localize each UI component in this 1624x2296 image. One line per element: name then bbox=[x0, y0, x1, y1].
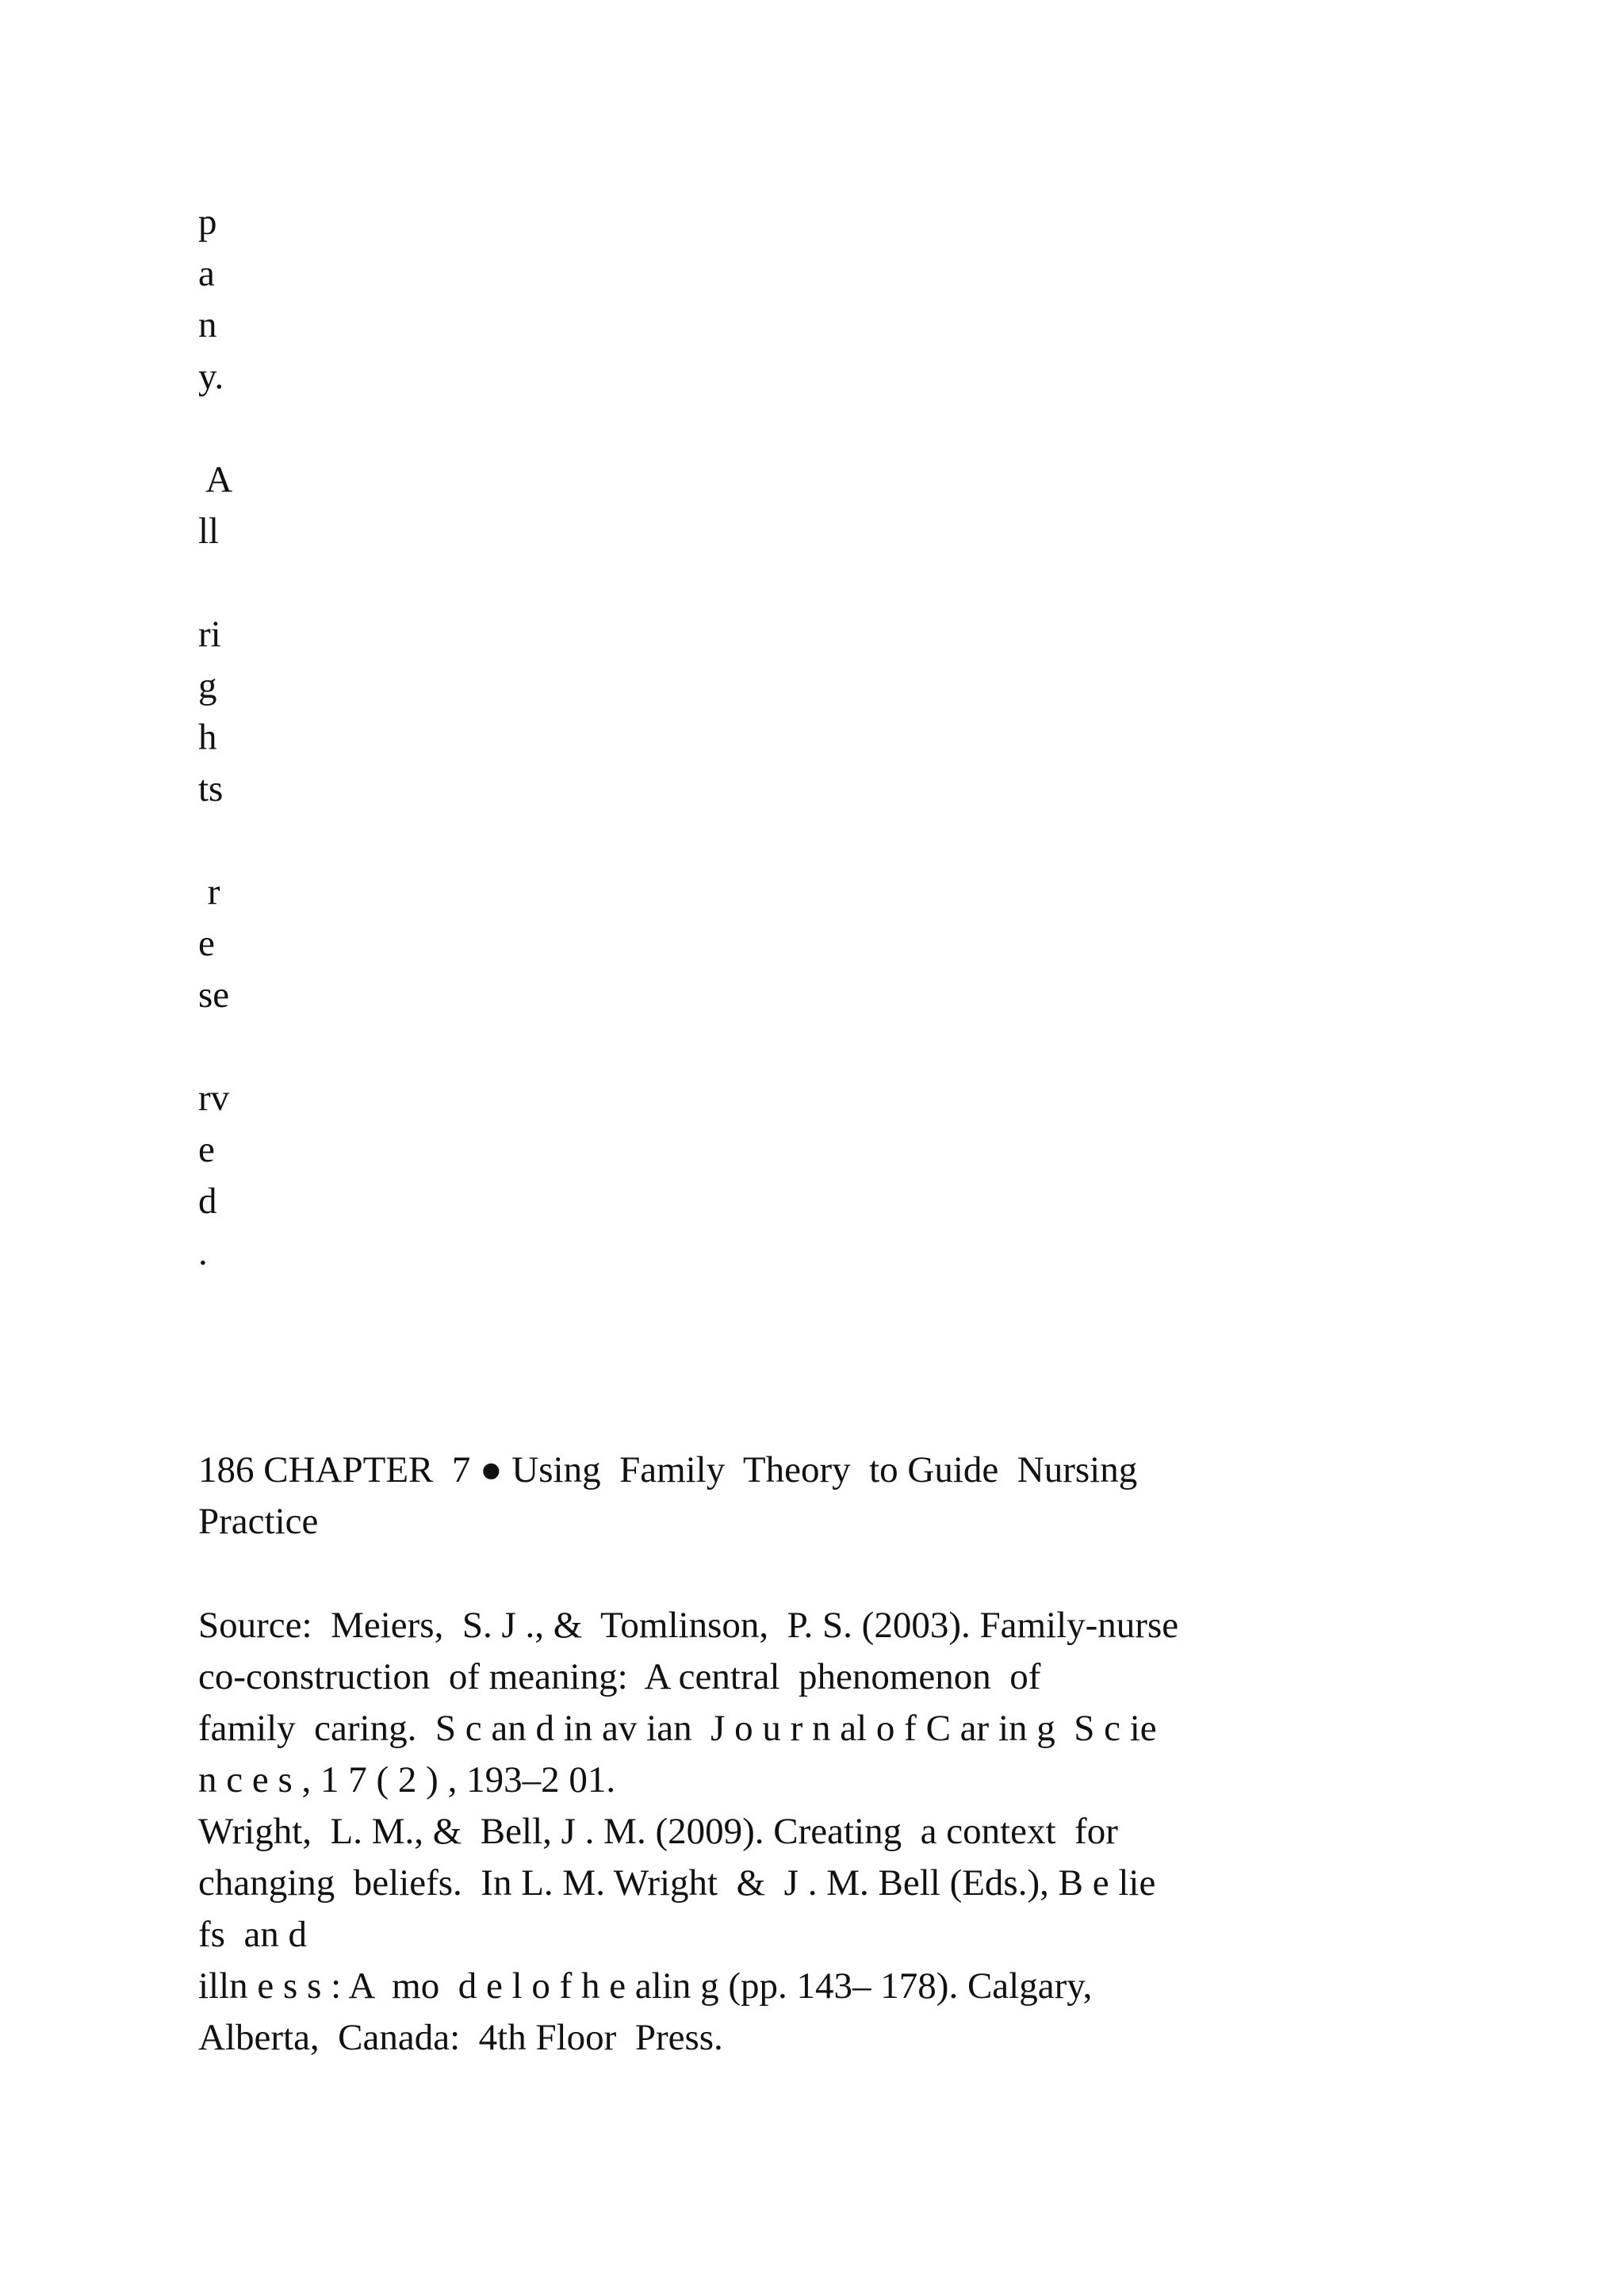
fragment: h bbox=[198, 717, 217, 758]
fragment: ts bbox=[198, 768, 224, 809]
reference-line: n c e s , 1 7 ( 2 ) , 193–2 01. bbox=[198, 1759, 616, 1800]
references-list bbox=[198, 1600, 1467, 2064]
fragment: e bbox=[198, 1129, 215, 1170]
reference-line: Source: Meiers, S. J ., & Tomlinson, P. S. (2003). Family-nurse bbox=[198, 1605, 1179, 1646]
fragment: e bbox=[198, 923, 215, 964]
fragment: g bbox=[198, 665, 217, 706]
fragment: r bbox=[198, 871, 220, 913]
fragment: ll bbox=[198, 511, 220, 552]
reference-line: Wright, L. M., & Bell, J . M. (2009). Creating a context for bbox=[198, 1811, 1118, 1852]
fragment: p bbox=[198, 201, 217, 243]
fragment-blank bbox=[198, 403, 293, 454]
fragment: d bbox=[198, 1181, 217, 1222]
reference-line: fs an d bbox=[198, 1914, 308, 1955]
reference-line: co-construction of meaning: A central phenomenon of bbox=[198, 1656, 1041, 1697]
fragment-blank bbox=[198, 1021, 293, 1073]
fragment: A bbox=[198, 459, 233, 500]
header-line: 186 CHAPTER 7 ● Using Family Theory to Guide Nursing bbox=[198, 1449, 1138, 1490]
fragment: rv bbox=[198, 1077, 230, 1119]
fragment: y. bbox=[198, 356, 224, 397]
reference-line: family caring. S c an d in av ian J o u r n al o f C ar in g S c ie bbox=[198, 1708, 1157, 1749]
vertical-copyright-fragments bbox=[198, 197, 293, 1279]
reference-line: Alberta, Canada: 4th Floor Press. bbox=[198, 2017, 723, 2058]
fragment: . bbox=[198, 1232, 208, 1273]
fragment: se bbox=[198, 974, 230, 1016]
header-line: Practice bbox=[198, 1501, 319, 1542]
reference-line: changing beliefs. In L. M. Wright & J . M. Bell (Eds.), B e lie bbox=[198, 1862, 1156, 1904]
fragment: n bbox=[198, 304, 217, 346]
chapter-header bbox=[198, 1445, 1467, 1548]
fragment: a bbox=[198, 253, 215, 294]
fragment-blank bbox=[198, 557, 293, 609]
reference-line: illn e s s : A mo d e l o f h e alin g (pp. 143– 178). Calgary, bbox=[198, 1965, 1093, 2007]
fragment: ri bbox=[198, 614, 221, 655]
fragment-blank bbox=[198, 815, 293, 867]
